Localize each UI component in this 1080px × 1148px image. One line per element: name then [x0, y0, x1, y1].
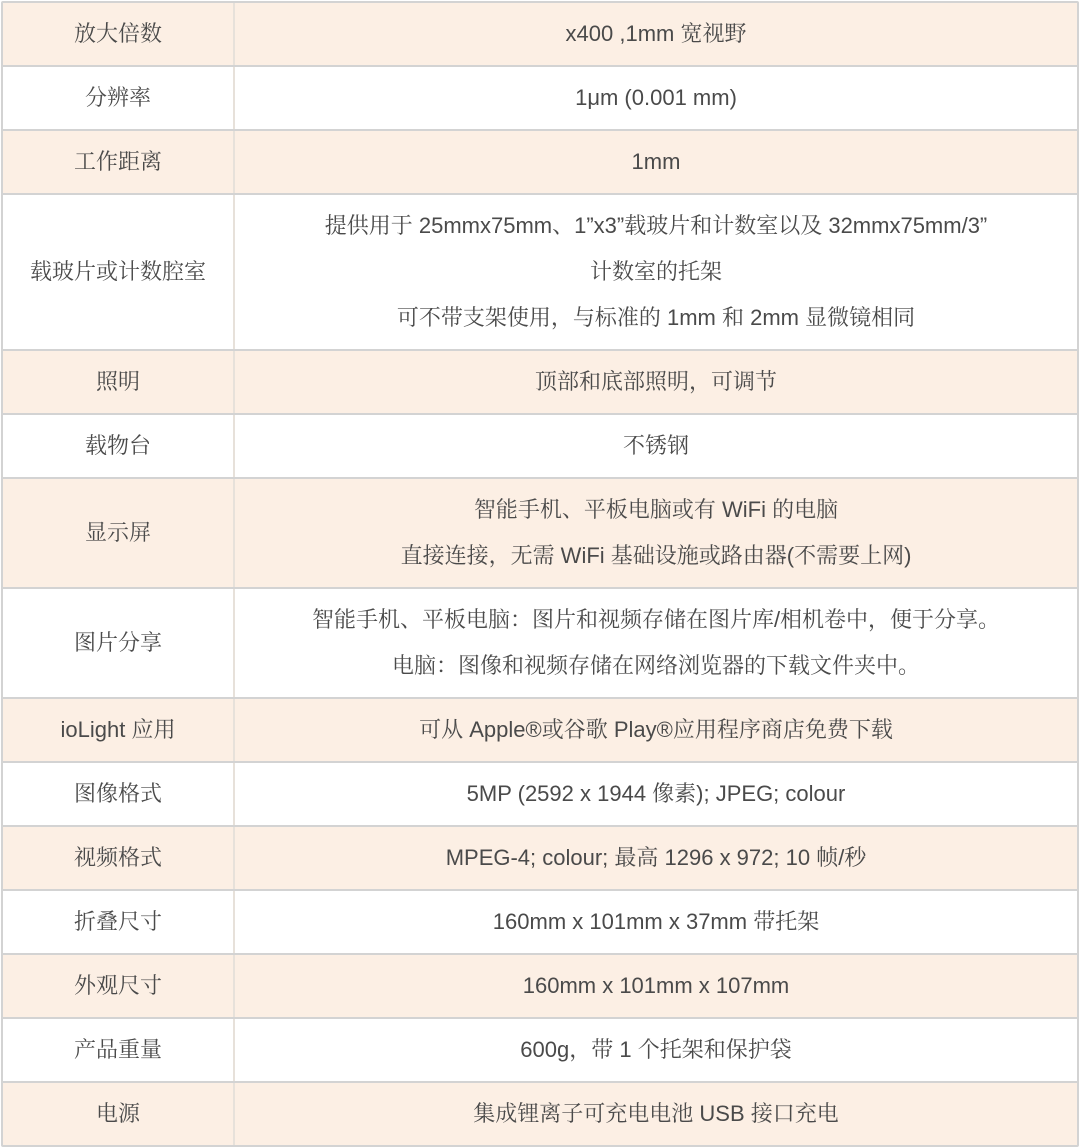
spec-value [235, 415, 1077, 477]
spec-value-line: 智能手机、平板电脑：图片和视频存储在图片库/相机卷中，便于分享。 [311, 607, 1001, 632]
table-row [3, 193, 1077, 349]
spec-value [235, 131, 1077, 193]
spec-label: 载玻片或计数腔室 [3, 195, 235, 349]
spec-label: ioLight 应用 [3, 699, 235, 761]
spec-value [235, 827, 1077, 889]
spec-label: 电源 [3, 1083, 235, 1145]
spec-value-line: 提供用于 25mmx75mm、1”x3”载玻片和计数室以及 32mmx75mm/3” [324, 213, 988, 238]
spec-label: 分辨率 [3, 67, 235, 129]
spec-value [235, 589, 1077, 697]
table-row [3, 349, 1077, 413]
spec-label: 产品重量 [3, 1019, 235, 1081]
table-row [3, 3, 1077, 65]
spec-value-line: 计数室的托架 [589, 259, 722, 284]
spec-value [235, 3, 1077, 65]
table-row [3, 129, 1077, 193]
spec-label: 图片分享 [3, 589, 235, 697]
spec-value-line: 直接连接，无需 WiFi 基础设施或路由器(不需要上网) [400, 543, 912, 568]
spec-value-line: 不锈钢 [622, 433, 689, 458]
spec-value-line: 1μm (0.001 mm) [575, 85, 737, 110]
spec-label: 工作距离 [3, 131, 235, 193]
spec-label: 载物台 [3, 415, 235, 477]
spec-label: 外观尺寸 [3, 955, 235, 1017]
table-row [3, 587, 1077, 697]
spec-value [235, 67, 1077, 129]
table-row [3, 65, 1077, 129]
table-row [3, 953, 1077, 1017]
spec-value-line: 集成锂离子可充电电池 USB 接口充电 [473, 1101, 839, 1126]
spec-label: 折叠尺寸 [3, 891, 235, 953]
spec-value [235, 195, 1077, 349]
spec-value-line: 160mm x 101mm x 37mm 带托架 [492, 909, 820, 934]
spec-value-line: 1mm [631, 149, 681, 174]
spec-label: 放大倍数 [3, 3, 235, 65]
spec-value [235, 1083, 1077, 1145]
spec-value-line: MPEG-4; colour; 最高 1296 x 972; 10 帧/秒 [445, 845, 867, 870]
spec-value-line: 顶部和底部照明，可调节 [534, 369, 777, 394]
spec-label: 显示屏 [3, 479, 235, 587]
spec-value [235, 1019, 1077, 1081]
spec-value-line: 600g，带 1 个托架和保护袋 [520, 1037, 792, 1062]
spec-value [235, 479, 1077, 587]
table-row [3, 761, 1077, 825]
spec-value-line: 5MP (2592 x 1944 像素); JPEG; colour [466, 781, 846, 806]
spec-value-line: x400 ,1mm 宽视野 [565, 21, 747, 46]
spec-value-line: 160mm x 101mm x 107mm [522, 973, 790, 998]
spec-label: 照明 [3, 351, 235, 413]
spec-value-line: 可不带支架使用，与标准的 1mm 和 2mm 显微镜相同 [396, 305, 916, 330]
spec-value [235, 955, 1077, 1017]
spec-value-line: 智能手机、平板电脑或有 WiFi 的电脑 [473, 497, 839, 522]
table-row [3, 413, 1077, 477]
table-row [3, 697, 1077, 761]
table-row [3, 477, 1077, 587]
spec-label: 图像格式 [3, 763, 235, 825]
table-row [3, 1017, 1077, 1081]
spec-value [235, 351, 1077, 413]
table-row [3, 889, 1077, 953]
spec-table [1, 1, 1079, 1147]
spec-label: 视频格式 [3, 827, 235, 889]
spec-value-line: 可从 Apple®或谷歌 Play®应用程序商店免费下载 [419, 717, 893, 742]
spec-value [235, 891, 1077, 953]
spec-value [235, 763, 1077, 825]
spec-value-line: 电脑：图像和视频存储在网络浏览器的下载文件夹中。 [391, 653, 920, 678]
table-row [3, 825, 1077, 889]
table-row [3, 1081, 1077, 1145]
spec-value [235, 699, 1077, 761]
